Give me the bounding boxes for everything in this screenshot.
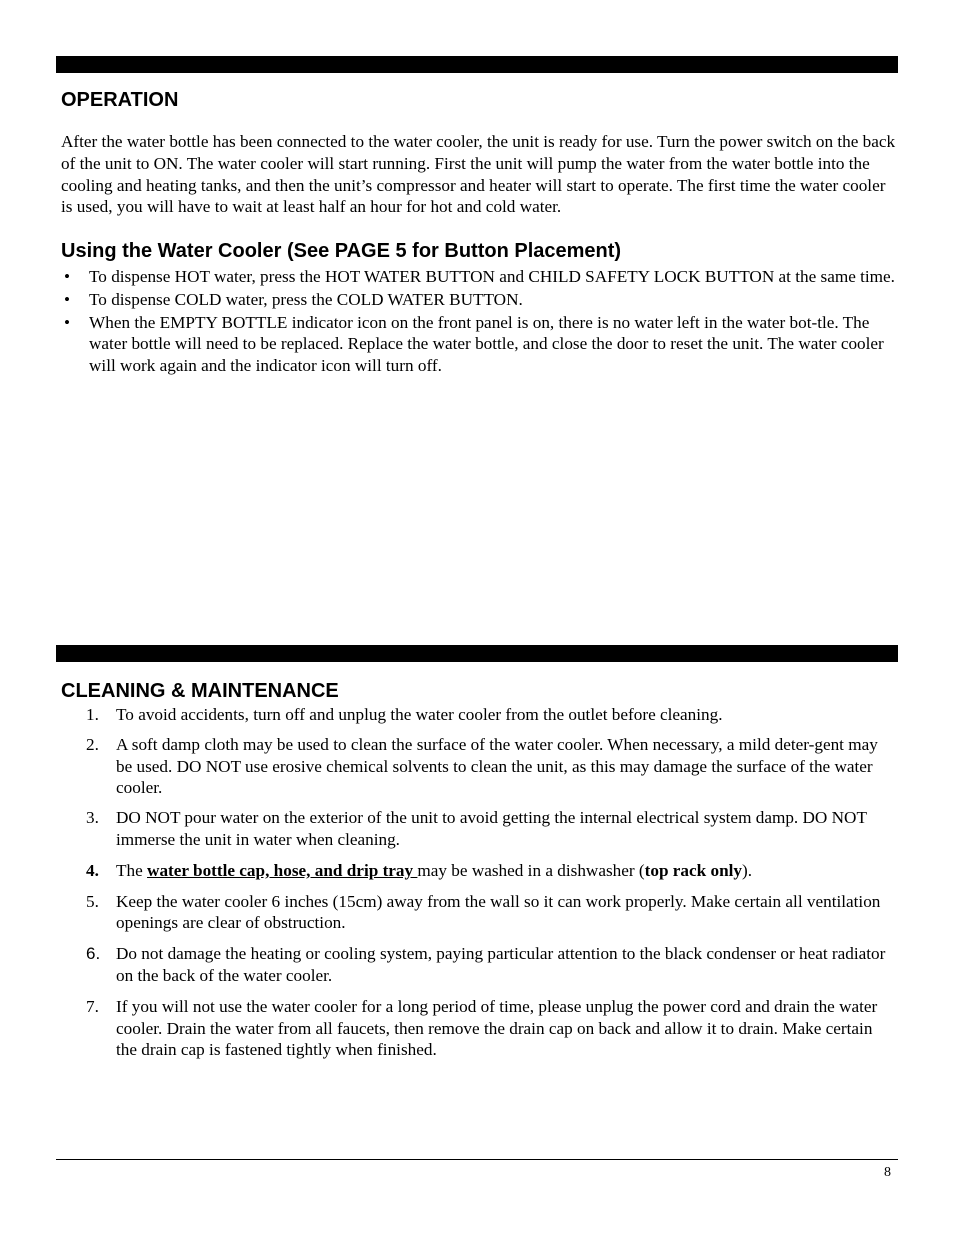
using-bullet-list [61,266,897,378]
step-number: 7. [86,996,99,1016]
step-text: Do not damage the heating or cooling system, paying particular attention to the black condenser or heat radiator on the back of the water cooler. [116,944,886,985]
step-text: DO NOT pour water on the exterior of the unit to avoid getting the internal electrical system damp. DO NOT immerse the unit in water when cleaning. [116,808,867,849]
bullet-text: When the EMPTY BOTTLE indicator icon on the front panel is on, there is no water left in the water bot-tle. The water bottle will need to be replaced. Replace the water bottle, and close the door to reset the unit. The water cooler will work again and the indicator icon will turn off. [89,312,884,376]
step-number: 6. [86,944,101,964]
section-divider-bar-middle [56,645,898,662]
bullet-icon: • [63,267,71,286]
step-middle: may be washed in a dishwasher ( [417,860,645,880]
step-bold-note: top rack only [644,860,743,880]
step-text: A soft damp cloth may be used to clean the surface of the water cooler. When necessary, a mild deter-gent may be used. DO NOT use erosive chemical solvents to clean the unit, as this may damage the surface of the water cooler. [116,734,878,798]
operation-paragraph: After the water bottle has been connected to the water cooler, the unit is ready for use. Turn the power switch on the back of the unit to ON. The water cooler will start running. First the unit will pump the water from the water bottle into the cooling and heating tanks, and then the unit’s compressor and heater will start to operate. The first time the water cooler is used, you will have to wait at least half an hour for hot and cold water. [61,132,896,217]
footer-rule [56,1159,898,1160]
step-item [86,807,896,851]
bullet-item [61,289,897,311]
using-heading-bold: Using the Water Cooler [61,240,282,262]
step-item [86,943,896,987]
bullet-text: To dispense COLD water, press the COLD WATER BUTTON. [89,289,523,309]
step-underlined-items: water bottle cap, hose, and drip tray [147,860,418,880]
bullet-icon: • [63,289,71,309]
step-number: 4. [86,860,99,880]
bullet-text: To dispense HOT water, press the HOT WATER BUTTON and CHILD SAFETY LOCK BUTTON at the same time. [89,267,895,286]
bullet-item [61,266,897,288]
bullet-icon: • [63,312,71,332]
step-item [86,860,896,882]
step-item [86,704,896,726]
cleaning-heading: CLEANING & MAINTENANCE [61,680,339,702]
cleaning-steps-list [86,704,896,1061]
step-suffix: ). [742,860,753,880]
step-text: Keep the water cooler 6 inches (15cm) away from the wall so it can work properly. Make certain all ventilation openings are clear of obstruction. [116,891,881,933]
operation-heading: OPERATION [61,89,179,111]
step-number: 3. [86,808,99,828]
using-water-cooler-heading [61,240,621,263]
section-divider-bar-top [56,56,898,73]
step-number: 2. [86,734,99,754]
step-item [86,734,896,799]
bullet-item [61,312,897,377]
step-prefix: The [116,860,148,880]
step-item [86,891,896,935]
step-text: To avoid accidents, turn off and unplug the water cooler from the outlet before cleaning. [116,705,723,724]
using-heading-note: (See PAGE 5 for Button Placement) [281,240,622,262]
page-number: 8 [884,1165,891,1180]
step-number: 5. [86,891,99,911]
step-item [86,996,896,1061]
step-number: 1. [86,705,99,724]
step-text: If you will not use the water cooler for a long period of time, please unplug the power cord and drain the water cooler. Drain the water from all faucets, then remove the drain cap on back and allow it to drain. Make certain the drain cap is fastened tightly when finished. [116,996,878,1060]
